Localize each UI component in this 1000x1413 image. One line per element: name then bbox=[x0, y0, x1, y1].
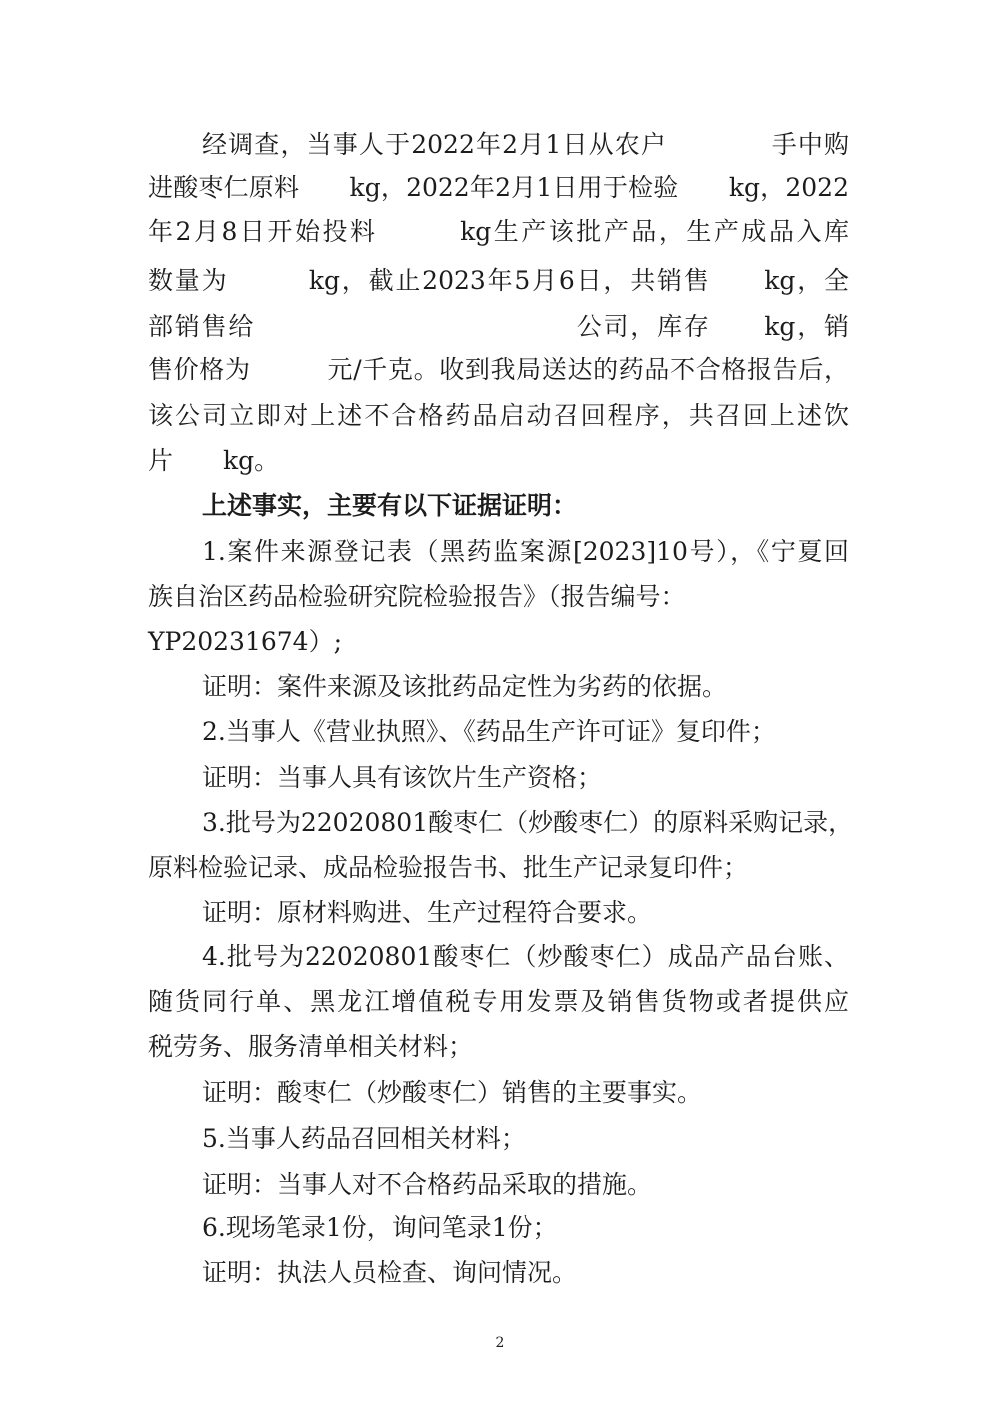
proof-line: 证明：当事人对不合格药品采取的措施。 bbox=[202, 1170, 653, 1199]
evidence-item: 6.现场笔录1份，询问笔录1份； bbox=[202, 1213, 558, 1242]
paragraph-line: 数量为 kg，截止2023年5月6日，共销售 kg，全 bbox=[148, 266, 849, 295]
paragraph-line: 进酸枣仁原料 kg，2022年2月1日用于检验 kg，2022 bbox=[148, 173, 849, 202]
proof-line: 证明：案件来源及该批药品定性为劣药的依据。 bbox=[202, 672, 728, 701]
evidence-item: 2.当事人《营业执照》、《药品生产许可证》复印件； bbox=[202, 717, 776, 746]
evidence-item: YP20231674）; bbox=[148, 627, 342, 656]
paragraph-line: 该公司立即对上述不合格药品启动召回程序，共召回上述饮 bbox=[148, 401, 849, 430]
evidence-item: 族自治区药品检验研究院检验报告》（报告编号： bbox=[148, 582, 686, 611]
evidence-item: 5.当事人药品召回相关材料； bbox=[202, 1124, 526, 1153]
paragraph-line: 部销售给 公司，库存 kg，销 bbox=[148, 312, 849, 341]
evidence-item: 3.批号为22020801酸枣仁（炒酸枣仁）的原料采购记录， bbox=[202, 808, 854, 837]
proof-line: 证明：当事人具有该饮片生产资格； bbox=[202, 763, 603, 792]
proof-line: 证明：执法人员检查、询问情况。 bbox=[202, 1258, 578, 1287]
evidence-item: 税劳务、服务清单相关材料； bbox=[148, 1032, 474, 1061]
page-number: 2 bbox=[495, 1335, 505, 1351]
evidence-heading: 上述事实，主要有以下证据证明： bbox=[202, 491, 578, 520]
paragraph-line: 片 kg。 bbox=[148, 446, 280, 475]
evidence-item: 随货同行单、黑龙江增值税专用发票及销售货物或者提供应 bbox=[148, 987, 849, 1016]
evidence-item: 4.批号为22020801酸枣仁（炒酸枣仁）成品产品台账、 bbox=[202, 942, 849, 971]
paragraph-line: 年2月8日开始投料 kg生产该批产品，生产成品入库 bbox=[148, 217, 849, 246]
paragraph-line: 经调查，当事人于2022年2月1日从农户 手中购 bbox=[202, 130, 849, 159]
proof-line: 证明：酸枣仁（炒酸枣仁）销售的主要事实。 bbox=[202, 1078, 703, 1107]
evidence-item: 原料检验记录、成品检验报告书、批生产记录复印件； bbox=[148, 853, 749, 882]
paragraph-line: 售价格为 元/千克。收到我局送达的药品不合格报告后， bbox=[148, 355, 849, 384]
evidence-item: 1.案件来源登记表（黑药监案源[2023]10号），《宁夏回 bbox=[202, 537, 849, 566]
proof-line: 证明：原材料购进、生产过程符合要求。 bbox=[202, 898, 653, 927]
